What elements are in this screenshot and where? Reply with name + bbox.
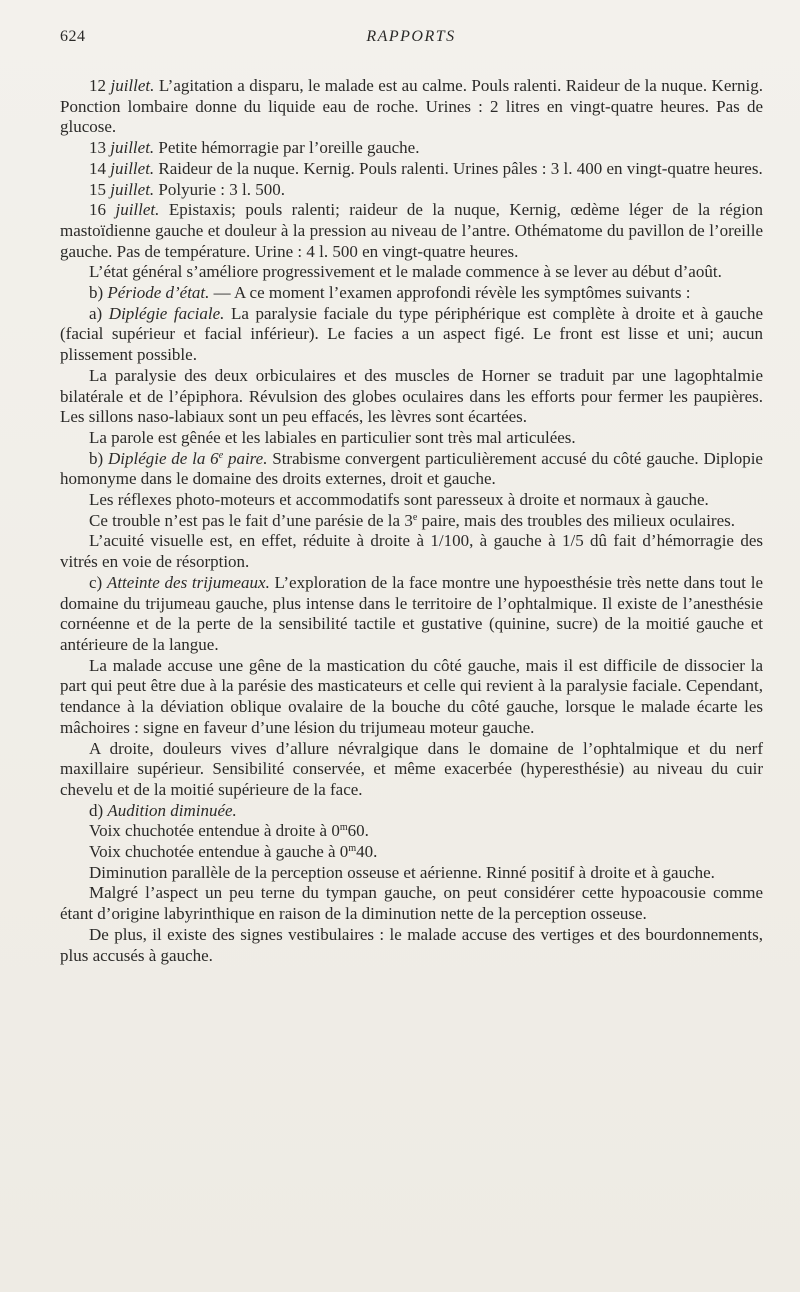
text-run: L’agitation a disparu, le malade est au calme. Pouls ralenti. Raideur de la nuque. Kernig. Ponction lombaire donne du liquide eau de roche. Urines : 2 litres en vingt-quatre heures. Pas de glucose.	[60, 76, 763, 137]
text-run: L’acuité visuelle est, en effet, réduite à droite à 1/100, à gauche à 1/5 dû fait d’hémorragie des vitrés en voie de résorption.	[60, 531, 763, 572]
text-run: La parole est gênée et les labiales en particulier sont très mal articulées.	[89, 427, 576, 447]
text-run: Strabisme convergent particulièrement accusé du côté gauche. Diplopie homonyme dans le domaine des droits externes, droit et gauche.	[60, 448, 763, 489]
paragraph	[60, 511, 763, 532]
paragraph	[60, 531, 763, 572]
italic-run: Atteinte des trijumeaux.	[106, 572, 270, 592]
text-run: 16	[89, 200, 116, 220]
paragraph	[60, 262, 763, 283]
italic-run: Audition diminuée.	[107, 800, 237, 820]
text-run: Voix chuchotée entendue à gauche à 0	[89, 842, 349, 862]
paragraph	[60, 159, 763, 180]
text-run: — A ce moment l’examen approfondi révèle les symptômes suivants :	[209, 283, 691, 303]
text-run: b)	[89, 283, 108, 303]
text-run: 60.	[347, 821, 369, 841]
text-run: 13	[89, 138, 111, 158]
text-run: m	[348, 843, 357, 855]
text-run: Les réflexes photo-moteurs et accommodatifs sont paresseux à droite et normaux à gauche.	[89, 490, 709, 510]
text-run: Diminution parallèle de la perception osseuse et aérienne. Rinné positif à droite et à gauche.	[89, 862, 715, 882]
text-run: La malade accuse une gêne de la mastication du côté gauche, mais il est difficile de dissocier la part qui peut être due à la parésie des masticateurs et celle qui revient à la paralysie faciale. Cependant, tendance à la déviation oblique ovalaire de la bouche du côté gauche, lorsque le malade écarte les mâchoires : signe en faveur d’une lésion du trijumeau moteur gauche.	[60, 655, 763, 737]
text-run: e	[412, 511, 418, 523]
italic-run: e	[218, 449, 224, 461]
text-run: 14	[89, 158, 111, 178]
text-run: A droite, douleurs vives d’allure névralgique dans le domaine de l’ophtalmique et du nerf maxillaire supérieur. Sensibilité conservée, et même exacerbée (hyperesthésie) au niveau du cuir chevelu et de la moitié supérieure de la face.	[60, 738, 763, 799]
text-run: 40.	[356, 842, 378, 862]
paragraph	[60, 428, 763, 449]
body-text	[60, 76, 763, 966]
text-run: Malgré l’aspect un peu terne du tympan gauche, on peut considérer cette hypoacousie comme étant d’origine labyrinthique en raison de la diminution nette de la perception osseuse.	[60, 883, 763, 924]
paragraph	[60, 656, 763, 739]
italic-run: juillet.	[110, 76, 155, 95]
paragraph	[60, 283, 763, 304]
paragraph	[60, 200, 763, 262]
italic-run: juillet.	[110, 158, 155, 178]
paragraph	[60, 449, 763, 490]
text-run: 12	[89, 76, 111, 95]
paragraph	[60, 801, 763, 822]
text-run: Polyurie : 3 l. 500.	[154, 179, 285, 199]
text-run: L’exploration de la face montre une hypoesthésie très nette dans tout le domaine du trijumeau gauche, plus intense dans le territoire de l’ophtalmique. Il existe de l’anesthésie cornéenne et de la perte de la sensibilité tactile et gustative (quinine, sucre) de la moitié gauche et antérieure de la langue.	[60, 572, 763, 654]
text-run: c)	[89, 572, 107, 592]
italic-run: juillet.	[115, 200, 160, 220]
text-run: Voix chuchotée entendue à droite à 0	[89, 821, 340, 841]
paragraph	[60, 925, 763, 966]
italic-run: juillet.	[110, 138, 155, 158]
text-run: 15	[89, 179, 111, 199]
text-run: m	[339, 822, 348, 834]
italic-run: Diplégie faciale.	[108, 303, 225, 323]
text-run: paire, mais des troubles des milieux oculaires.	[417, 510, 736, 530]
text-run: La paralysie faciale du type périphérique est complète à droite et à gauche (facial supérieur et facial inférieur). Le facies a un aspect figé. Le front est lisse et uni; aucun plissement possible.	[60, 303, 763, 365]
text-run: Ce trouble n’est pas le fait d’une parésie de la 3	[89, 510, 413, 530]
text-run: Raideur de la nuque. Kernig. Pouls ralenti. Urines pâles : 3 l. 400 en vingt-quatre heures.	[154, 158, 763, 178]
paragraph	[60, 180, 763, 201]
text-run: a)	[89, 303, 109, 323]
text-run: Epistaxis; pouls ralenti; raideur de la nuque, Kernig, œdème léger de la région mastoïdienne gauche et douleur à la pression au niveau de l’antre. Othématome du pavillon de l’oreille gauche. Pas de température. Urine : 4 l. 500 en vingt-quatre heures.	[60, 200, 763, 261]
paragraph	[60, 138, 763, 159]
page-header	[60, 28, 762, 50]
paragraph	[60, 863, 763, 884]
text-run: De plus, il existe des signes vestibulaires : le malade accuse des vertiges et des bourdonnements, plus accusés à gauche.	[60, 924, 763, 965]
page-number: 624	[60, 28, 86, 45]
text-run: La paralysie des deux orbiculaires et des muscles de Horner se traduit par une lagophtalmie bilatérale et de l’épiphora. Révulsion des globes oculaires dans les efforts pour fermer les paupières. Les sillons naso-labiaux sont un peu effacés, les lèvres sont écartées.	[60, 365, 763, 427]
paragraph	[60, 739, 763, 801]
paragraph	[60, 304, 763, 366]
text-run: b)	[89, 448, 108, 468]
paragraph	[60, 573, 763, 656]
italic-run: paire.	[223, 448, 268, 468]
text-run: Petite hémorragie par l’oreille gauche.	[154, 138, 420, 158]
paragraph	[60, 366, 763, 428]
text-run: d)	[89, 800, 108, 820]
text-run: L’état général s’améliore progressivement et le malade commence à se lever au début d’août.	[89, 262, 722, 282]
paragraph	[60, 821, 763, 842]
paragraph	[60, 490, 763, 511]
paragraph	[60, 842, 763, 863]
italic-run: Période d’état.	[107, 283, 210, 303]
running-title: RAPPORTS	[366, 28, 456, 45]
paragraph	[60, 76, 763, 138]
italic-run: juillet.	[110, 179, 155, 199]
italic-run: Diplégie de la 6	[107, 448, 219, 468]
paragraph	[60, 883, 763, 924]
